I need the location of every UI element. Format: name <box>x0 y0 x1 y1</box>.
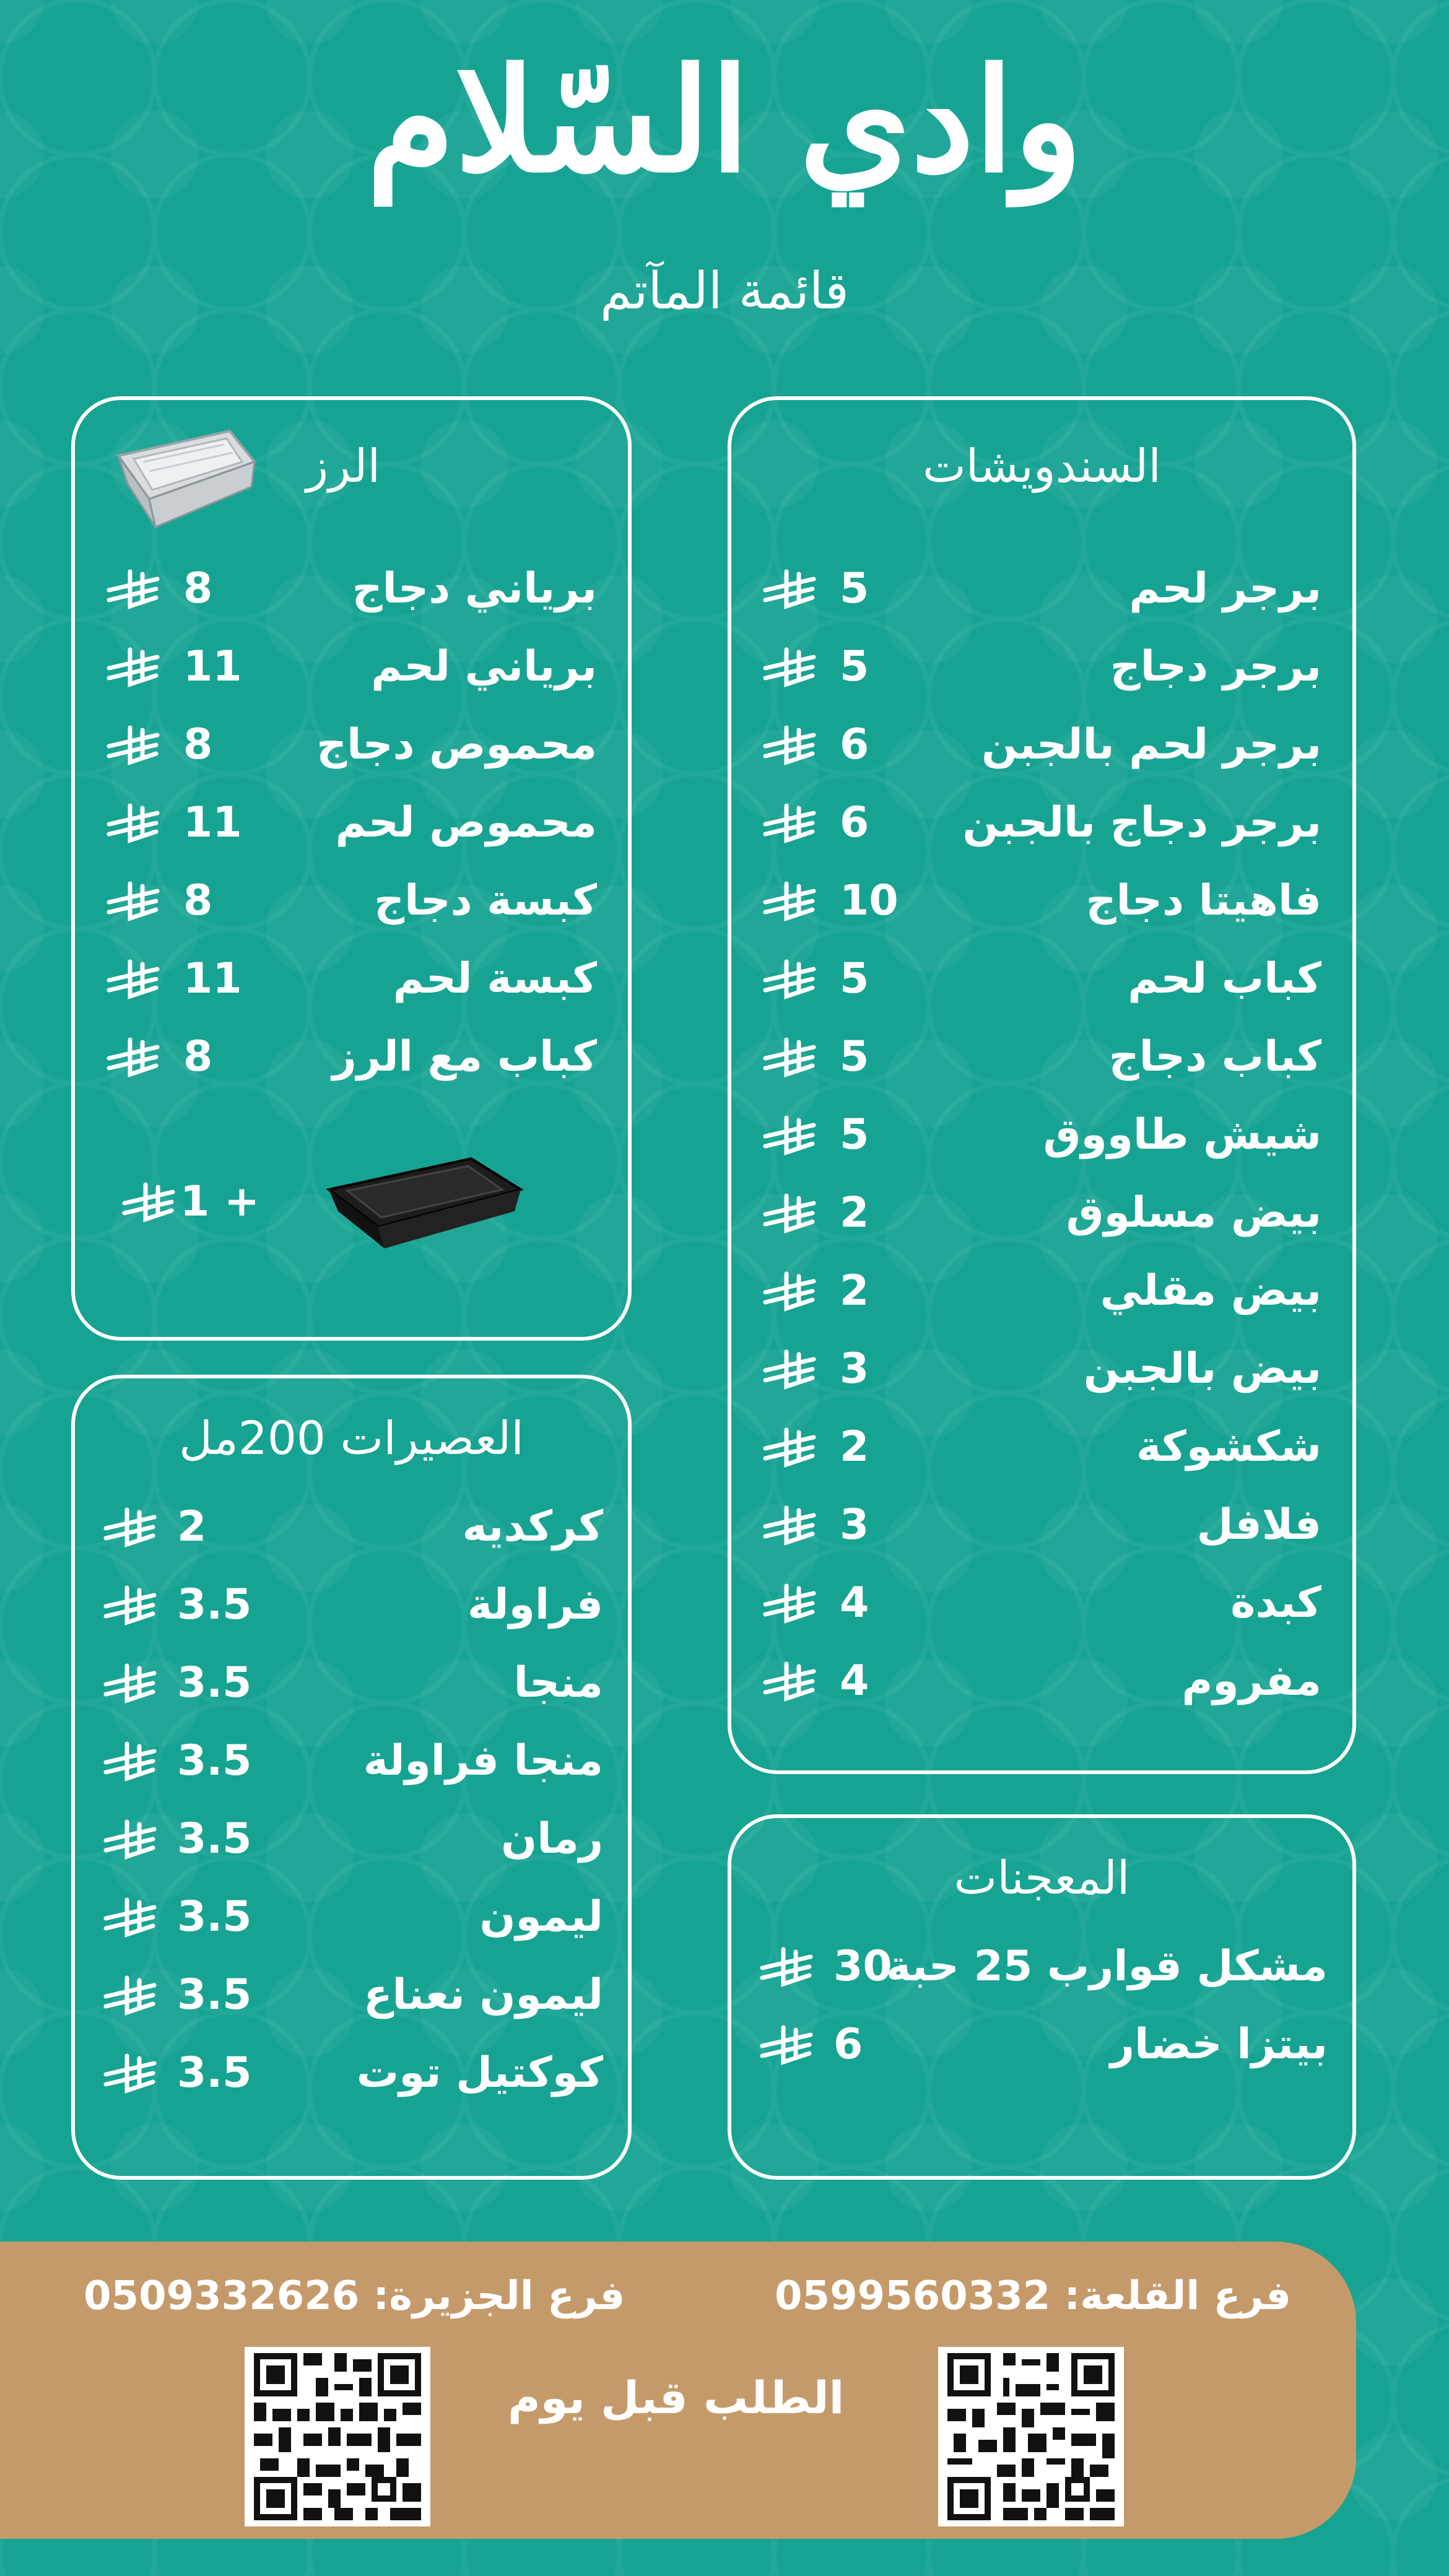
menu-item-row <box>731 636 1352 698</box>
foil-tray-image <box>106 412 261 536</box>
menu-item-row <box>731 1260 1352 1322</box>
menu-item-price: 8 <box>183 564 213 613</box>
menu-item-row <box>75 1652 628 1714</box>
menu-item-name: برجر لحم <box>1129 564 1321 613</box>
menu-item-row <box>731 1650 1352 1712</box>
menu-item-price: 3.5 <box>177 1814 252 1863</box>
menu-item-row <box>731 1572 1352 1634</box>
riyal-icon <box>759 957 819 1001</box>
riyal-icon <box>103 723 162 767</box>
riyal-icon <box>103 1035 162 1079</box>
menu-item-row <box>731 1104 1352 1166</box>
menu-item-row <box>731 1026 1352 1088</box>
menu-item-name: كركديه <box>462 1502 603 1551</box>
menu-item-name: محموص لحم <box>335 798 597 847</box>
menu-item-price: 2 <box>840 1266 869 1315</box>
menu-item-name: ليمون نعناع <box>363 1970 603 2019</box>
riyal-icon <box>759 1191 819 1235</box>
menu-item-name: برياني لحم <box>371 642 597 691</box>
menu-item-price: 4 <box>840 1656 869 1705</box>
riyal-icon <box>100 1661 159 1705</box>
menu-item-price: 2 <box>177 1502 207 1551</box>
riyal-icon <box>103 879 162 923</box>
riyal-icon <box>100 1895 159 1939</box>
riyal-icon <box>759 1425 819 1469</box>
menu-item-name: كباب دجاج <box>1108 1032 1321 1081</box>
menu-item-row <box>731 1494 1352 1556</box>
rice-title: الرز <box>306 440 380 493</box>
menu-item-price: 4 <box>840 1578 869 1627</box>
menu-item-name: فلافل <box>1196 1500 1321 1549</box>
riyal-icon <box>103 957 162 1001</box>
menu-item-name: رمان <box>501 1814 603 1863</box>
menu-item-row <box>75 1808 628 1870</box>
riyal-icon <box>103 567 162 611</box>
qr-code-qalaa[interactable] <box>938 2347 1124 2526</box>
riyal-icon <box>103 801 162 845</box>
menu-item-price: 6 <box>840 798 869 847</box>
menu-item-name: برياني دجاج <box>352 564 597 613</box>
menu-item-row <box>731 1416 1352 1478</box>
riyal-icon <box>759 567 819 611</box>
menu-item-name: كبدة <box>1230 1578 1321 1627</box>
menu-subtitle: قائمة المآتم <box>600 262 849 321</box>
riyal-icon <box>756 2022 816 2067</box>
order-note: الطلب قبل يوم <box>508 2372 845 2424</box>
riyal-icon <box>100 1505 159 1549</box>
menu-item-price: 3.5 <box>177 1892 252 1941</box>
menu-item-name: منجا <box>513 1658 603 1707</box>
sandwiches-panel <box>728 396 1356 1774</box>
menu-item-name: بيتزا خضار <box>1110 2020 1328 2069</box>
menu-item-name: محموص دجاج <box>316 720 597 769</box>
riyal-icon <box>759 1269 819 1313</box>
menu-item-row <box>75 792 628 854</box>
menu-item-name: فاهيتا دجاج <box>1086 876 1321 925</box>
menu-item-row <box>75 1496 628 1558</box>
container-extra-price: 1 + <box>180 1177 259 1226</box>
rice-panel <box>71 396 632 1341</box>
menu-item-price: 3.5 <box>177 1970 252 2019</box>
menu-item-price: 3 <box>840 1344 869 1393</box>
menu-item-price: 11 <box>183 642 242 691</box>
menu-item-name: بيض مقلي <box>1100 1266 1321 1315</box>
menu-item-row <box>75 870 628 932</box>
menu-item-row <box>731 558 1352 620</box>
menu-item-row <box>75 1574 628 1636</box>
menu-item-row <box>75 1964 628 2026</box>
menu-item-name: كبسة دجاج <box>374 876 597 925</box>
menu-item-row <box>731 1182 1352 1244</box>
menu-item-name: كباب لحم <box>1128 954 1321 1003</box>
menu-item-row <box>75 2042 628 2104</box>
riyal-icon <box>759 1035 819 1079</box>
menu-item-row <box>75 714 628 776</box>
menu-item-price: 5 <box>840 1032 869 1081</box>
menu-item-price: 5 <box>840 564 869 613</box>
menu-item-price: 3.5 <box>177 2048 252 2097</box>
menu-item-price: 2 <box>840 1188 869 1237</box>
branch-qalaa: فرع القلعة: 0599560332 <box>775 2273 1291 2319</box>
juices-title: العصيرات 200مل <box>179 1412 524 1465</box>
menu-item-price: 5 <box>840 642 869 691</box>
riyal-icon <box>759 801 819 845</box>
menu-item-row <box>75 1730 628 1792</box>
menu-item-price: 8 <box>183 1032 213 1081</box>
juices-panel <box>71 1375 632 2180</box>
brand-logo: وادي السّلام <box>366 37 1083 204</box>
menu-item-price: 8 <box>183 876 213 925</box>
sandwiches-title: السندويشات <box>923 440 1161 493</box>
menu-item-name: منجا فراولة <box>363 1736 603 1785</box>
riyal-icon <box>100 1817 159 1861</box>
menu-item-row <box>731 870 1352 932</box>
menu-item-price: 3.5 <box>177 1658 252 1707</box>
menu-item-price: 11 <box>183 954 242 1003</box>
menu-item-name: برجر لحم بالجبن <box>981 720 1321 769</box>
menu-item-row <box>731 1936 1352 1998</box>
menu-item-price: 3.5 <box>177 1580 252 1629</box>
riyal-icon <box>759 645 819 689</box>
menu-item-name: كوكتيل توت <box>356 2048 603 2097</box>
takeaway-container-image <box>323 1152 527 1251</box>
menu-item-name: برجر دجاج <box>1110 642 1321 691</box>
riyal-icon <box>118 1180 178 1224</box>
menu-item-row <box>731 948 1352 1010</box>
menu-item-row <box>75 558 628 620</box>
menu-item-name: برجر دجاج بالجبن <box>962 798 1321 847</box>
menu-item-price: 10 <box>840 876 899 925</box>
menu-item-name: شيش طاووق <box>1043 1110 1321 1159</box>
menu-item-row <box>731 792 1352 854</box>
menu-item-name: ليمون <box>479 1892 603 1941</box>
menu-item-price: 8 <box>183 720 213 769</box>
riyal-icon <box>100 1973 159 2017</box>
riyal-icon <box>759 1503 819 1547</box>
riyal-icon <box>759 879 819 923</box>
menu-item-price: 6 <box>833 2020 863 2069</box>
riyal-icon <box>100 1583 159 1627</box>
qr-code-jazeera[interactable] <box>245 2347 430 2526</box>
menu-item-price: 11 <box>183 798 242 847</box>
menu-item-name: مفروم <box>1181 1656 1321 1705</box>
menu-item-price: 3.5 <box>177 1736 252 1785</box>
menu-item-row <box>75 1886 628 1948</box>
footer-bar <box>0 2242 1356 2539</box>
menu-item-price: 6 <box>840 720 869 769</box>
riyal-icon <box>759 1659 819 1704</box>
riyal-icon <box>103 645 162 689</box>
menu-item-name: كبسة لحم <box>393 954 597 1003</box>
riyal-icon <box>756 1944 816 1989</box>
menu-item-price: 5 <box>840 954 869 1003</box>
riyal-icon <box>759 1113 819 1157</box>
riyal-icon <box>759 1347 819 1391</box>
pastries-panel <box>728 1814 1356 2180</box>
riyal-icon <box>100 1739 159 1783</box>
menu-item-row <box>731 714 1352 776</box>
riyal-icon <box>100 2051 159 2095</box>
menu-item-row <box>75 636 628 698</box>
menu-item-price: 2 <box>840 1422 869 1471</box>
branch-jazeera: فرع الجزيرة: 0509332626 <box>84 2273 625 2319</box>
menu-item-name: بيض بالجبن <box>1083 1344 1321 1393</box>
menu-item-row <box>731 1338 1352 1400</box>
menu-item-row <box>75 948 628 1010</box>
menu-item-price: 30 <box>833 1942 892 1991</box>
menu-item-name: مشكل قوارب 25 حبة <box>886 1942 1328 1991</box>
menu-item-price: 5 <box>840 1110 869 1159</box>
riyal-icon <box>759 1581 819 1625</box>
menu-item-name: كباب مع الرز <box>332 1032 597 1081</box>
menu-item-row <box>731 2014 1352 2076</box>
riyal-icon <box>759 723 819 767</box>
menu-item-name: فراولة <box>467 1580 603 1629</box>
menu-item-name: شكشوكة <box>1136 1422 1321 1471</box>
pastries-title: المعجنات <box>954 1852 1130 1905</box>
menu-item-row <box>75 1026 628 1088</box>
menu-item-price: 3 <box>840 1500 869 1549</box>
menu-item-name: بيض مسلوق <box>1066 1188 1321 1237</box>
